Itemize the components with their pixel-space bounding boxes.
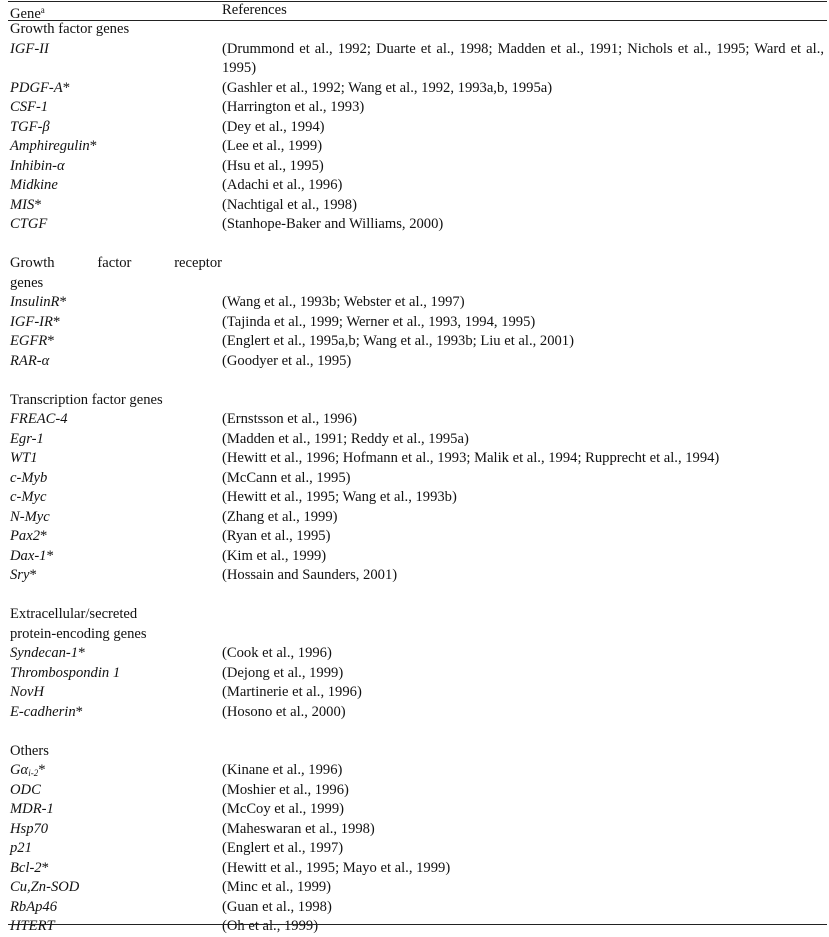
gene-asterisk: * <box>89 138 98 154</box>
gene-label: NovH <box>10 684 45 700</box>
gene-label: Gα <box>10 762 29 778</box>
gene-label: CTGF <box>10 216 48 232</box>
reference-cell: (Moshier et al., 1996) <box>222 781 349 798</box>
gene-name <box>10 547 222 567</box>
gene-label: IGF-IR* <box>10 313 61 330</box>
group-title: Transcription factor genes <box>10 391 163 408</box>
gene-label: InsulinR* <box>10 294 67 310</box>
gene-name <box>10 644 222 664</box>
reference-cell: (Hosono et al., 2000) <box>222 703 346 720</box>
column-header-references: References <box>222 2 287 18</box>
gene-label: Dax-1* <box>10 547 54 564</box>
gene-label: c-Myc <box>10 489 47 505</box>
reference-cell: (Cook et al., 1996) <box>222 645 332 661</box>
gene-name <box>10 410 222 430</box>
gene-asterisk: * <box>75 703 83 720</box>
reference-cell: (McCoy et al., 1999) <box>222 801 344 817</box>
reference-cell: (Hsu et al., 1995) <box>222 157 324 174</box>
gene-asterisk: * <box>29 567 37 583</box>
reference-cell: (Madden et al., 1991; Reddy et al., 1995a) <box>222 430 469 447</box>
reference-cell: (Hewitt et al., 1996; Hofmann et al., 1993; Malik et al., 1994; Rupprecht et al., 1994) <box>222 450 720 466</box>
reference-cell: (Gashler et al., 1992; Wang et al., 1992, 1993a,b, 1995a) <box>222 79 553 96</box>
table-body <box>10 20 824 937</box>
gene-name <box>10 917 222 937</box>
gene-label: TGF-β <box>10 118 50 135</box>
reference-cell: (Dejong et al., 1999) <box>222 664 344 681</box>
gene-name <box>10 820 222 840</box>
gene-label: Sry* <box>10 567 37 583</box>
gene-name <box>10 898 222 918</box>
empty-cell <box>222 391 824 411</box>
reference-cell: (Harrington et al., 1993) <box>222 99 365 115</box>
reference-cell: (Minc et al., 1999) <box>222 879 332 895</box>
reference-cell: (Stanhope-Baker and Williams, 2000) <box>222 216 444 232</box>
reference-cell: (Adachi et al., 1996) <box>222 177 343 193</box>
gene-name <box>10 293 222 313</box>
reference-cell: (Hewitt et al., 1995; Mayo et al., 1999) <box>222 859 451 876</box>
gene-name <box>10 469 222 489</box>
empty-cell <box>10 59 222 79</box>
gene-label: p21 <box>10 840 32 856</box>
gene-name <box>10 40 222 60</box>
gene-label: Inhibin-α <box>10 157 65 174</box>
reference-cell: (Kinane et al., 1996) <box>222 762 343 778</box>
gene-asterisk: * <box>62 79 70 96</box>
reference-cell: (Martinerie et al., 1996) <box>222 684 362 700</box>
gene-name <box>10 332 222 352</box>
reference-cell: (Drummond et al., 1992; Duarte et al., 1998; Madden et al., 1991; Nichols et al., 1995; Ward et al., 1995) <box>222 40 824 76</box>
gene-label: N-Myc <box>10 508 50 525</box>
gene-name <box>10 157 222 177</box>
gene-label: Syndecan-1* <box>10 645 86 661</box>
gene-asterisk: * <box>46 547 54 564</box>
gene-label: c-Myb <box>10 469 48 486</box>
gene-name <box>10 488 222 508</box>
gene-name <box>10 98 222 118</box>
group-spacer <box>10 235 824 255</box>
gene-label: EGFR* <box>10 333 55 349</box>
column-header-gene-label: Gene <box>10 6 41 22</box>
empty-cell <box>222 274 824 294</box>
gene-asterisk: * <box>41 859 49 876</box>
gene-subscript: i-2 <box>28 768 39 778</box>
footnote-marker: a <box>40 5 45 15</box>
gene-label: WT1 <box>10 450 38 466</box>
reference-cell: (Englert et al., 1997) <box>222 840 344 856</box>
reference-cell: (Maheswaran et al., 1998) <box>222 820 375 837</box>
gene-name <box>10 878 222 898</box>
gene-label: HTERT <box>10 918 55 934</box>
gene-name <box>10 781 222 801</box>
gene-name <box>10 508 222 528</box>
gene-name <box>10 859 222 879</box>
reference-cell: (Ernstsson et al., 1996) <box>222 411 357 427</box>
reference-cell: (Wang et al., 1993b; Webster et al., 1997) <box>222 294 465 310</box>
gene-label: Bcl-2* <box>10 859 49 876</box>
reference-cell: (Englert et al., 1995a,b; Wang et al., 1993b; Liu et al., 2001) <box>222 333 574 349</box>
empty-cell <box>222 20 824 40</box>
gene-name <box>10 566 222 586</box>
reference-cell: (Dey et al., 1994) <box>222 118 325 135</box>
gene-name <box>10 449 222 469</box>
reference-cell: (Kim et al., 1999) <box>222 547 327 564</box>
table-top-rule <box>8 1 827 2</box>
group-title-line1: Extracellular/secreted <box>10 606 138 622</box>
reference-cell: (Nachtigal et al., 1998) <box>222 196 357 213</box>
group-title-line1: Growth factor receptor <box>10 255 222 271</box>
reference-cell: (Ryan et al., 1995) <box>222 528 331 544</box>
reference-cell: (Zhang et al., 1999) <box>222 508 338 525</box>
reference-cell: (McCann et al., 1995) <box>222 469 351 486</box>
gene-label: Midkine <box>10 177 58 193</box>
gene-label: Egr-1 <box>10 430 44 447</box>
gene-name <box>10 703 222 723</box>
gene-label: Pax2* <box>10 528 48 544</box>
table-bottom-rule <box>8 924 827 925</box>
gene-label: Cu,Zn-SOD <box>10 879 80 895</box>
gene-asterisk: * <box>34 196 42 213</box>
gene-label: MIS* <box>10 196 42 213</box>
gene-name <box>10 196 222 216</box>
gene-label: IGF-II <box>10 40 49 57</box>
gene-asterisk: * <box>59 294 67 310</box>
group-spacer <box>10 722 824 742</box>
group-title: Others <box>10 742 49 759</box>
reference-cell: (Oh et al., 1999) <box>222 918 319 934</box>
gene-name <box>10 527 222 547</box>
group-spacer <box>10 586 824 606</box>
gene-label: Hsp70 <box>10 820 49 837</box>
gene-name <box>10 839 222 859</box>
empty-cell <box>222 625 824 645</box>
group-spacer <box>10 371 824 391</box>
gene-label: CSF-1 <box>10 99 49 115</box>
reference-cell: (Hossain and Saunders, 2001) <box>222 567 398 583</box>
gene-asterisk: * <box>78 645 86 661</box>
gene-asterisk: * <box>40 528 48 544</box>
gene-name <box>10 176 222 196</box>
gene-asterisk: * <box>52 313 61 330</box>
gene-name <box>10 137 222 157</box>
reference-cell: (Guan et al., 1998) <box>222 898 332 915</box>
gene-label: PDGF-A* <box>10 79 70 96</box>
gene-label: RbAp46 <box>10 898 58 915</box>
gene-name <box>10 79 222 99</box>
gene-asterisk: * <box>47 333 55 349</box>
gene-label: Amphiregulin* <box>10 138 98 154</box>
group-title-line2: genes <box>10 274 44 291</box>
gene-label: RAR-α <box>10 352 50 369</box>
gene-label: Thrombospondin 1 <box>10 664 121 681</box>
group-title: Growth factor genes <box>10 21 130 37</box>
reference-cell: (Goodyer et al., 1995) <box>222 352 352 369</box>
gene-name <box>10 313 222 333</box>
empty-cell <box>222 742 824 762</box>
gene-label: ODC <box>10 781 41 798</box>
reference-cell: (Hewitt et al., 1995; Wang et al., 1993b) <box>222 489 457 505</box>
gene-name <box>10 761 222 781</box>
empty-cell <box>222 605 824 625</box>
gene-suffix: * <box>38 762 46 778</box>
gene-name <box>10 800 222 820</box>
gene-name <box>10 118 222 138</box>
gene-name <box>10 664 222 684</box>
gene-name <box>10 430 222 450</box>
empty-cell <box>222 254 824 274</box>
gene-name <box>10 215 222 235</box>
reference-cell: (Lee et al., 1999) <box>222 138 323 154</box>
reference-cell: (Tajinda et al., 1999; Werner et al., 1993, 1994, 1995) <box>222 313 536 330</box>
gene-name <box>10 352 222 372</box>
gene-label: E-cadherin* <box>10 703 83 720</box>
gene-label: FREAC-4 <box>10 411 68 427</box>
group-title-line2: protein-encoding genes <box>10 625 147 642</box>
gene-label: MDR-1 <box>10 801 54 817</box>
gene-name <box>10 683 222 703</box>
